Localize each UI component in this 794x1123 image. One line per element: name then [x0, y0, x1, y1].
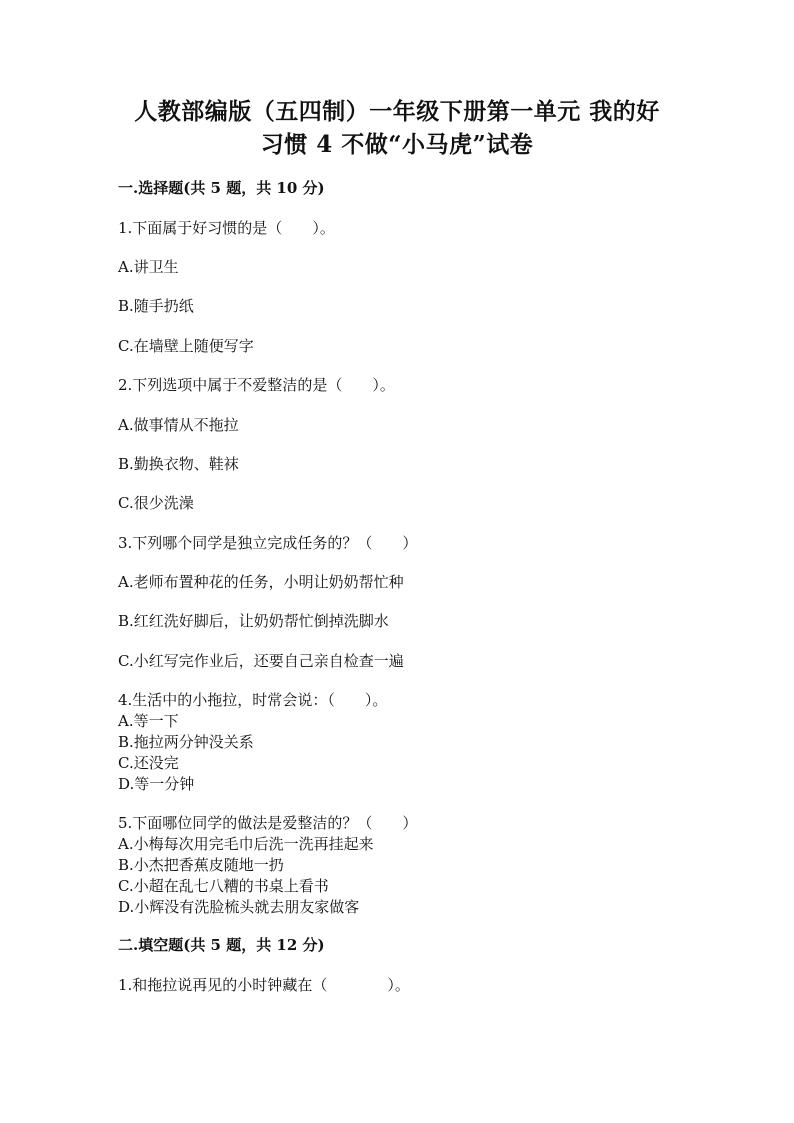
question-stem: 1.和拖拉说再见的小时钟藏在（ ）。	[118, 976, 410, 994]
question-option: D.等一分钟	[118, 775, 195, 793]
question-option: A.小梅每次用完毛巾后洗一洗再挂起来	[118, 835, 374, 853]
section-heading-fill-in: 二.填空题(共 5 题，共 12 分)	[118, 936, 325, 954]
question-option: C.小红写完作业后，还要自己亲自检查一遍	[118, 652, 404, 670]
question-option: B.勤换衣物、鞋袜	[118, 455, 239, 473]
question-stem: 1.下面属于好习惯的是（ ）。	[118, 219, 335, 237]
question-option: B.拖拉两分钟没关系	[118, 733, 254, 751]
question-option: C.在墙壁上随便写字	[118, 337, 254, 355]
question-option: B.红红洗好脚后，让奶奶帮忙倒掉洗脚水	[118, 612, 389, 630]
question-option: B.小杰把香蕉皮随地一扔	[118, 856, 284, 874]
exam-title-line-1: 人教部编版（五四制）一年级下册第一单元 我的好	[134, 98, 660, 125]
question-option: C.小超在乱七八糟的书桌上看书	[118, 877, 329, 895]
question-stem: 2.下列选项中属于不爱整洁的是（ ）。	[118, 376, 395, 394]
question-option: C.很少洗澡	[118, 494, 194, 512]
question-stem: 5.下面哪位同学的做法是爱整洁的？（ ）	[118, 814, 418, 832]
question-option: C.还没完	[118, 754, 179, 772]
question-option: A.讲卫生	[118, 258, 179, 276]
question-stem: 4.生活中的小拖拉，时常会说：（ ）。	[118, 691, 388, 709]
question-option: D.小辉没有洗脸梳头就去朋友家做客	[118, 898, 360, 916]
question-option: A.等一下	[118, 712, 179, 730]
exam-title-line-2: 习惯 4 不做“小马虎”试卷	[260, 131, 534, 158]
question-option: B.随手扔纸	[118, 297, 194, 315]
question-option: A.做事情从不拖拉	[118, 416, 239, 434]
section-heading-choice: 一.选择题(共 5 题，共 10 分)	[118, 179, 325, 197]
question-option: A.老师布置种花的任务，小明让奶奶帮忙种	[118, 573, 404, 591]
question-stem: 3.下列哪个同学是独立完成任务的？（ ）	[118, 534, 418, 552]
